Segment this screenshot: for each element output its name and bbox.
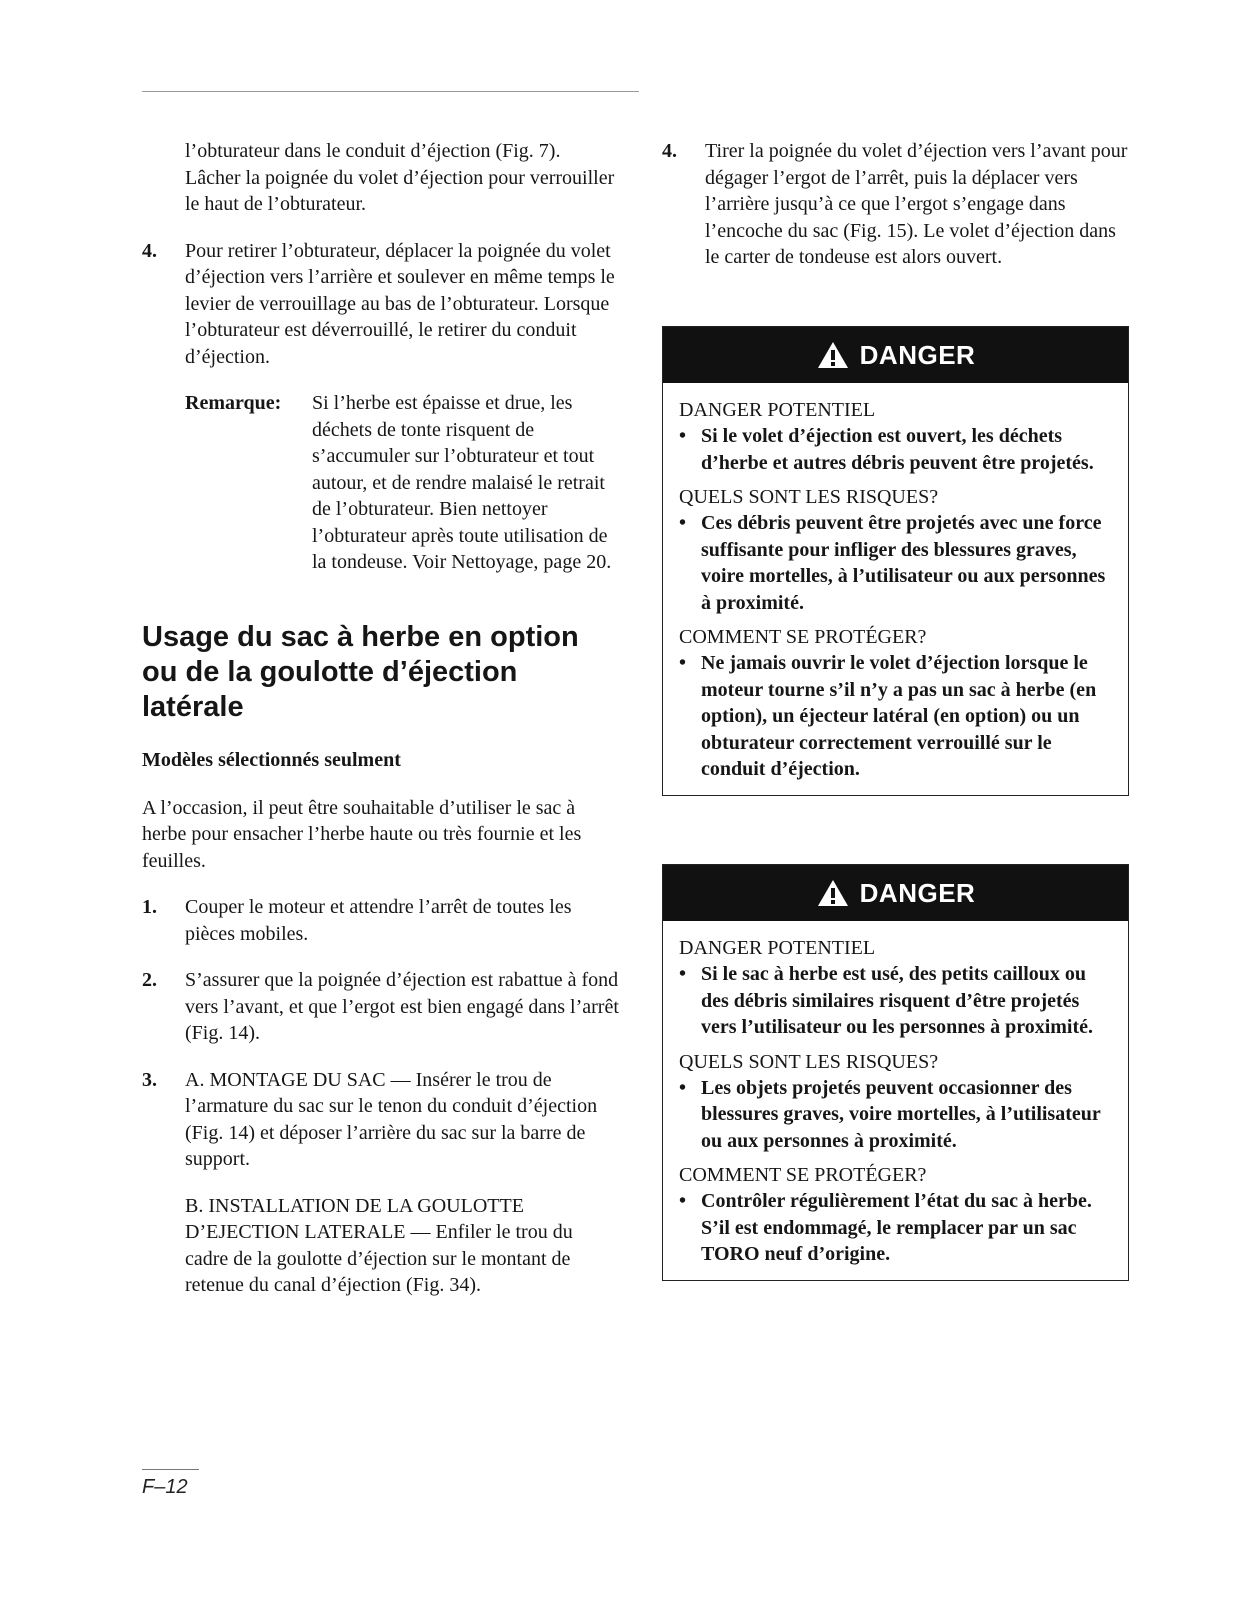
step-3 [142, 1067, 620, 1173]
step-number: 3. [142, 1068, 157, 1091]
danger-question: DANGER POTENTIEL [679, 937, 876, 959]
step-1 [142, 894, 620, 947]
warning-triangle-icon [816, 878, 850, 908]
remark-note [185, 390, 620, 576]
subheading: Modèles sélectionnés seulment [142, 748, 401, 771]
danger-body [663, 921, 1128, 1280]
footer-rule [142, 1469, 199, 1470]
step-number: 4. [142, 239, 157, 262]
top-rule [142, 91, 639, 92]
page-number: F–12 [142, 1476, 188, 1498]
danger-question: QUELS SONT LES RISQUES? [679, 486, 939, 508]
danger-body [663, 383, 1128, 795]
danger-bullet [679, 650, 1112, 783]
step-text: S’assurer que la poignée d’éjection est rabattue à fond vers l’avant, et que l’ergot est bien engagé dans l’arrêt (Fig. 14). [185, 969, 619, 1044]
bullet-dot: • [679, 1076, 687, 1099]
danger-header [663, 865, 1128, 921]
danger-title: DANGER [859, 339, 976, 370]
bullet-dot: • [679, 512, 687, 534]
danger-question: COMMENT SE PROTÉGER? [679, 626, 927, 648]
bullet-text: Contrôler régulièrement l’état du sac à herbe. S’il est endommagé, le remplacer par un sac TORO neuf d’origine. [701, 1190, 1092, 1265]
step-3b-text: B. INSTALLATION DE LA GOULOTTE D’EJECTION LATERALE — Enfiler le trou du cadre de la goulotte d’éjection sur le montant de retenue du canal d’éjection (Fig. 34). [185, 1194, 573, 1296]
step-text: Couper le moteur et attendre l’arrêt de toutes les pièces mobiles. [185, 896, 572, 945]
step-text: Pour retirer l’obturateur, déplacer la poignée du volet d’éjection vers l’arrière et soulever en même temps le levier de verrouillage au bas de l’obturateur. Lorsque l’obturateur est déverrouillé, le retirer du conduit d’éjection. [185, 239, 615, 368]
bullet-dot: • [679, 963, 687, 985]
step-text: A. MONTAGE DU SAC — Insérer le trou de l’armature du sac sur le tenon du conduit d’éjection (Fig. 14) et déposer l’arrière du sac sur la barre de support. [185, 1068, 598, 1170]
step-number: 2. [142, 969, 157, 991]
danger-question: DANGER POTENTIEL [679, 399, 876, 421]
step-4-left [142, 238, 620, 371]
bullet-text: Les objets projetés peuvent occasionner des blessures graves, voire mortelles, à l’utilisateur ou aux personnes à proximité. [701, 1076, 1101, 1152]
danger-header [663, 327, 1128, 383]
danger-question: COMMENT SE PROTÉGER? [679, 1164, 927, 1186]
danger-question: QUELS SONT LES RISQUES? [679, 1050, 939, 1073]
bullet-text: Si le sac à herbe est usé, des petits cailloux ou des débris similaires risquent d’être projetés vers l’utilisateur ou les personnes à proximité. [701, 963, 1094, 1038]
section-heading: Usage du sac à herbe en option ou de la goulotte d’éjection latérale [142, 620, 579, 723]
bullet-dot: • [679, 1190, 687, 1212]
step-2 [142, 967, 620, 1047]
remark-label: Remarque: [185, 392, 282, 414]
danger-bullet [679, 510, 1112, 616]
intro-paragraph: A l’occasion, il peut être souhaitable d’utiliser le sac à herbe pour ensacher l’herbe haute ou très fournie et les feuilles. [142, 796, 582, 872]
step-text: Tirer la poignée du volet d’éjection vers l’avant pour dégager l’ergot de l’arrêt, puis la déplacer vers l’arrière jusqu’à ce que l’ergot s’engage dans l’encoche du sac (Fig. 15). Le volet d’éjection dans le carter de tondeuse est alors ouvert. [705, 140, 1128, 268]
left-column [142, 138, 620, 1299]
remark-text: Si l’herbe est épaisse et drue, les déchets de tonte risquent de s’accumuler sur l’obturateur et tout autour, et de rendre malaisé le retrait de l’obturateur. Bien nettoyer l’obturateur après toute utilisation de la tondeuse. Voir Nettoyage, page 20. [312, 392, 612, 573]
danger-bullet [679, 1188, 1112, 1268]
danger-box-2 [662, 864, 1129, 1281]
bullet-text: Ne jamais ouvrir le volet d’éjection lorsque le moteur tourne s’il n’y a pas un sac à herbe (en option), un éjecteur latéral (en option) ou un obturateur correctement verrouillé sur le conduit d’éjection. [701, 652, 1097, 780]
right-column [662, 138, 1132, 271]
warning-triangle-icon [816, 340, 850, 370]
step-number: 4. [662, 140, 677, 162]
danger-bullet [679, 423, 1112, 476]
bullet-text: Ces débris peuvent être projetés avec une force suffisante pour infliger des blessures graves, voire mortelles, à l’utilisateur ou aux personnes à proximité. [701, 512, 1106, 614]
danger-bullet [679, 1075, 1112, 1155]
danger-bullet [679, 961, 1112, 1041]
continuation-paragraph: l’obturateur dans le conduit d’éjection (Fig. 7). Lâcher la poignée du volet d’éjection pour verrouiller le haut de l’obturateur. [185, 140, 615, 215]
step-number: 1. [142, 896, 157, 918]
danger-box-1 [662, 326, 1129, 796]
bullet-dot: • [679, 425, 687, 447]
danger-title: DANGER [859, 877, 976, 908]
bullet-text: Si le volet d’éjection est ouvert, les déchets d’herbe et autres débris peuvent être projetés. [701, 425, 1094, 474]
bullet-dot: • [679, 652, 687, 674]
step-4-right [662, 138, 1132, 271]
